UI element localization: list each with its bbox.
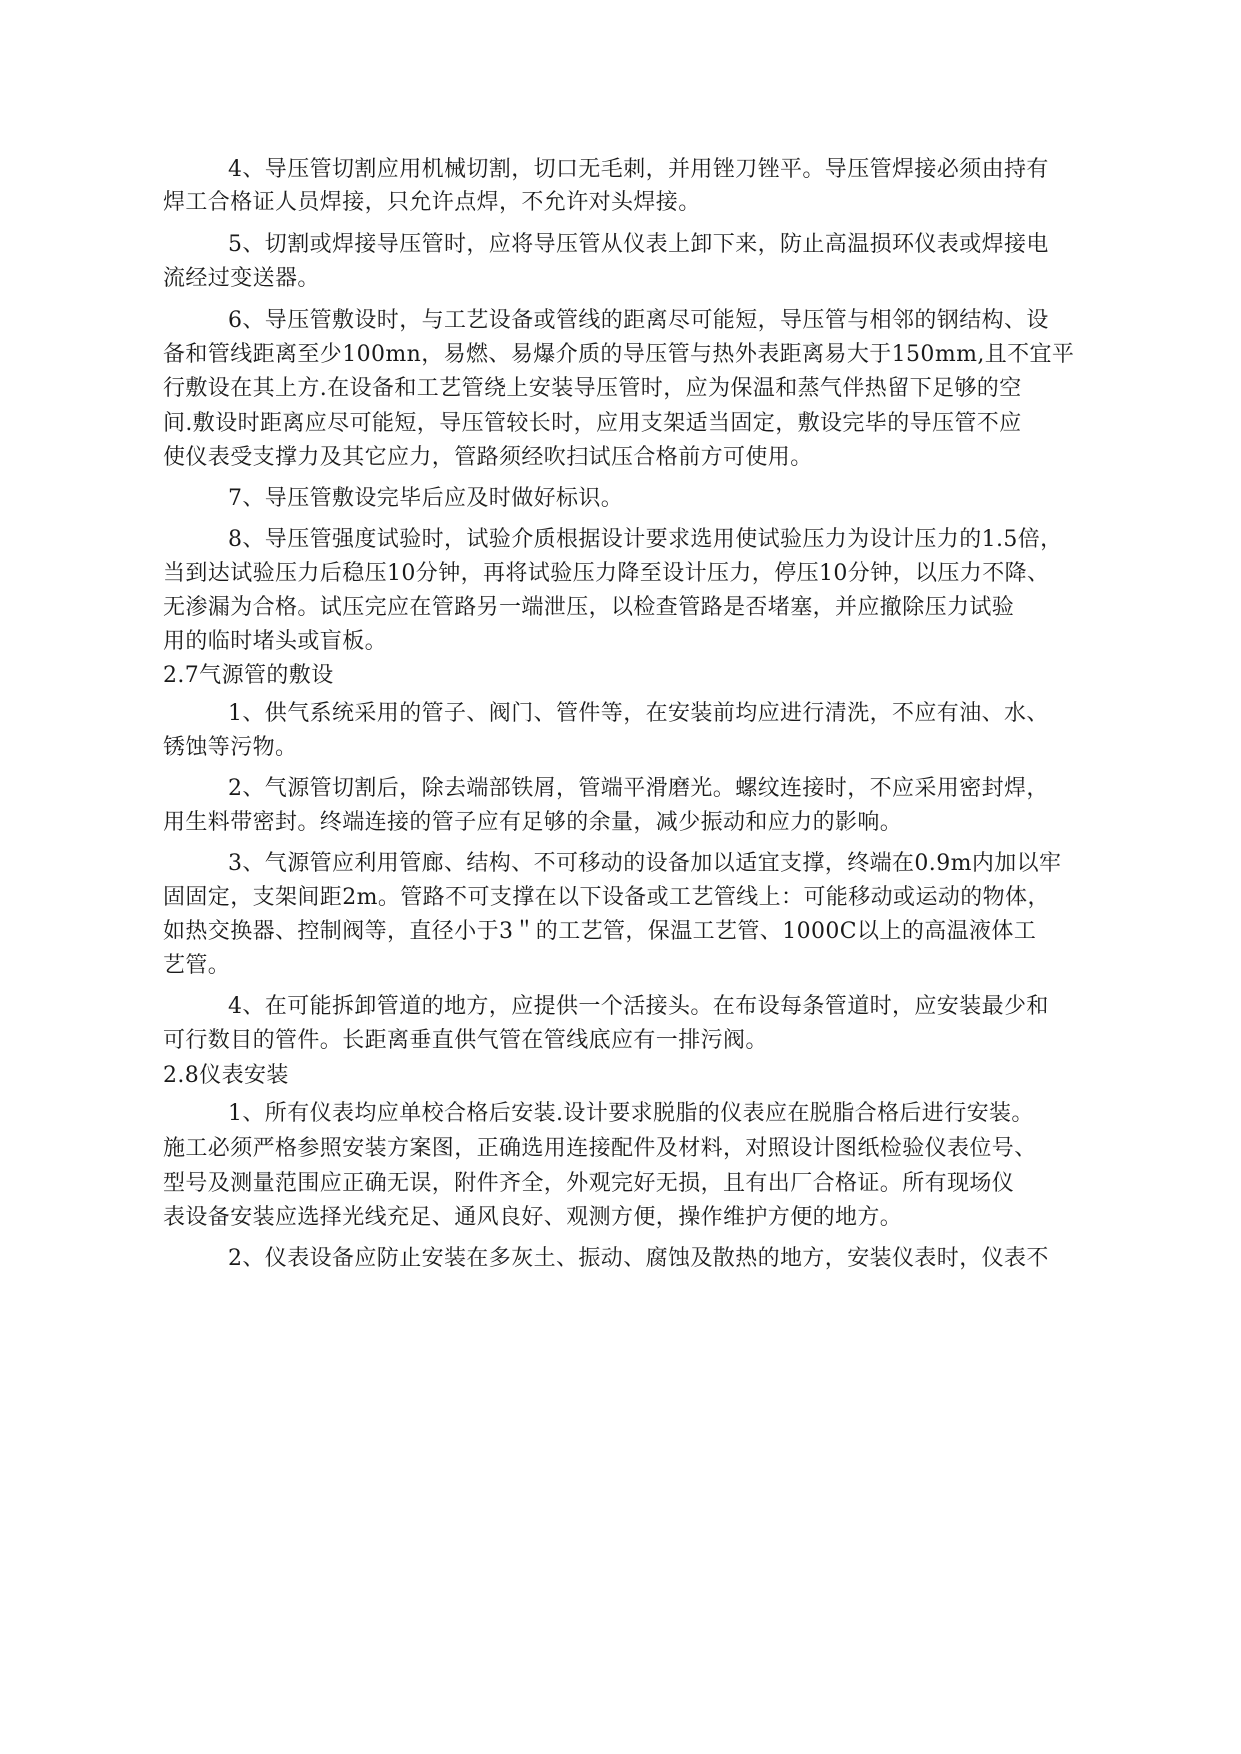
text-line: 2、仪表设备应防止安装在多灰土、振动、腐蚀及散热的地方，安装仪表时，仪表不 [228,1246,1049,1271]
section-heading: 2.8仪表安装 [163,1063,289,1088]
text-line: 1、供气系统采用的管子、阀门、管件等，在安装前均应进行清洗，不应有油、水、 [228,701,1049,726]
text-line: 艺管。 [163,953,231,978]
text-line: 当到达试验压力后稳压10分钟，再将试验压力降至设计压力，停压10分钟，以压力不降、 [163,561,1050,586]
text-line: 6、导压管敷设时，与工艺设备或管线的距离尽可能短，导压管与相邻的钢结构、设 [228,308,1049,333]
text-line: 间.敷设时距离应尽可能短，导压管较长时，应用支架适当固定，敷设完毕的导压管不应 [163,411,1022,436]
text-line: 如热交换器、控制阀等，直径小于3＂的工艺管，保温工艺管、1000C以上的高温液体工 [163,919,1037,944]
text-line: 2、气源管切割后，除去端部铁屑，管端平滑磨光。螺纹连接时，不应采用密封焊， [228,776,1049,801]
text-line: 表设备安装应选择光线充足、通风良好、观测方便，操作维护方便的地方。 [163,1205,903,1230]
text-line: 1、所有仪表均应单校合格后安装.设计要求脱脂的仪表应在脱脂合格后进行安装。 [228,1101,1034,1126]
section-heading: 2.7气源管的敷设 [163,663,334,688]
text-line: 3、气源管应利用管廊、结构、不可移动的设备加以适宜支撑，终端在0.9m内加以牢 [228,851,1062,876]
text-line: 无渗漏为合格。试压完应在管路另一端泄压，以检查管路是否堵塞，并应撤除压力试验 [163,595,1015,620]
text-line: 焊工合格证人员焊接，只允许点焊，不允许对头焊接。 [163,190,701,215]
text-line: 8、导压管强度试验时，试验介质根据设计要求选用使试验压力为设计压力的1.5倍， [228,527,1063,552]
text-line: 锈蚀等污物。 [163,735,298,760]
text-line: 固固定，支架间距2m。管路不可支撑在以下设备或工艺管线上：可能移动或运动的物体， [163,885,1050,910]
text-line: 5、切割或焊接导压管时，应将导压管从仪表上卸下来，防止高温损环仪表或焊接电 [228,232,1049,257]
text-line: 行敷设在其上方.在设备和工艺管绕上安装导压管时，应为保温和蒸气伴热留下足够的空 [163,376,1022,401]
text-line: 型号及测量范围应正确无误，附件齐全，外观完好无损，且有出厂合格证。所有现场仪 [163,1171,1015,1196]
text-line: 备和管线距离至少100mn，易燃、易爆介质的导压管与热外表距离易大于150mm,且不宜平 [163,342,1075,367]
text-line: 可行数目的管件。长距离垂直供气管在管线底应有一排污阀。 [163,1028,768,1053]
text-line: 4、在可能拆卸管道的地方，应提供一个活接头。在布设每条管道时，应安装最少和 [228,994,1049,1019]
text-line: 使仪表受支撑力及其它应力，管路须经吹扫试压合格前方可使用。 [163,445,813,470]
text-line: 流经过变送器。 [163,266,320,291]
text-line: 用生料带密封。终端连接的管子应有足够的余量，减少振动和应力的影响。 [163,810,903,835]
text-line: 4、导压管切割应用机械切割，切口无毛刺，并用锉刀锉平。导压管焊接必须由持有 [228,157,1049,182]
text-line: 7、导压管敷设完毕后应及时做好标识。 [228,486,624,511]
text-line: 施工必须严格参照安装方案图，正确选用连接配件及材料，对照设计图纸检验仪表位号、 [163,1136,1037,1161]
text-line: 用的临时堵头或盲板。 [163,629,388,654]
